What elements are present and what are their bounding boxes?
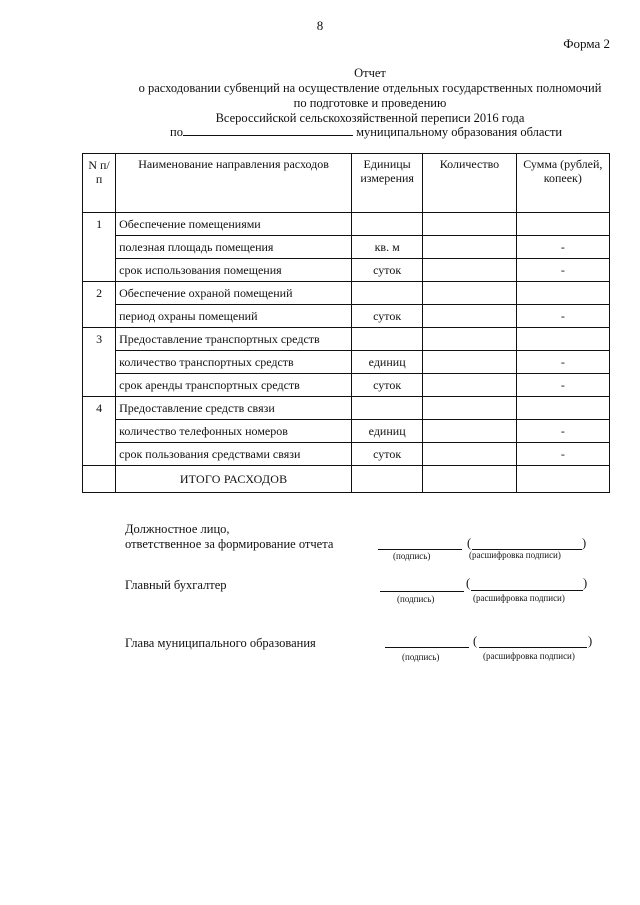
sum-cell[interactable]: - <box>516 420 609 443</box>
table-row <box>83 282 610 305</box>
row-number: 1 <box>83 213 116 282</box>
signature-caption: (подпись) <box>393 551 431 561</box>
accountant-decoding-line[interactable] <box>471 589 583 591</box>
unit-cell[interactable] <box>352 328 423 351</box>
qty-cell[interactable] <box>423 305 516 328</box>
table-row <box>83 443 610 466</box>
official-signature-line[interactable] <box>378 548 462 550</box>
qty-cell[interactable] <box>423 236 516 259</box>
table-row <box>83 351 610 374</box>
report-subtitle-2: по подготовке и проведению <box>293 96 447 110</box>
signature-caption: (подпись) <box>397 594 435 604</box>
table-header-row <box>83 154 610 213</box>
municipality-suffix: муниципальному образования области <box>356 125 563 139</box>
decoding-caption: (расшифровка подписи) <box>483 651 575 661</box>
total-sum-cell[interactable] <box>516 466 609 493</box>
qty-cell[interactable] <box>423 420 516 443</box>
group-title: Предоставление транспортных средств <box>116 328 352 351</box>
sum-cell[interactable]: - <box>516 305 609 328</box>
close-paren: ) <box>588 634 593 648</box>
table-row <box>83 259 610 282</box>
close-paren: ) <box>583 576 588 590</box>
qty-cell[interactable] <box>423 259 516 282</box>
table-row <box>83 374 610 397</box>
decoding-caption: (расшифровка подписи) <box>473 593 565 603</box>
table-row <box>83 213 610 236</box>
unit-cell: суток <box>352 443 423 466</box>
row-name: полезная площадь помещения <box>116 236 352 259</box>
group-title: Предоставление средств связи <box>116 397 352 420</box>
close-paren: ) <box>582 536 587 550</box>
accountant-label: Главный бухгалтер <box>125 578 227 592</box>
row-number: 4 <box>83 397 116 466</box>
unit-cell[interactable] <box>352 213 423 236</box>
row-name: период охраны помещений <box>116 305 352 328</box>
header-name: Наименование направления расходов <box>116 154 352 213</box>
group-title: Обеспечение помещениями <box>116 213 352 236</box>
decoding-caption: (расшифровка подписи) <box>469 550 561 560</box>
qty-cell[interactable] <box>423 374 516 397</box>
table-row <box>83 328 610 351</box>
signature-caption: (подпись) <box>402 652 440 662</box>
row-number: 3 <box>83 328 116 397</box>
header-qty: Количество <box>423 154 516 213</box>
sum-cell[interactable]: - <box>516 259 609 282</box>
row-number: 2 <box>83 282 116 328</box>
row-name: срок использования помещения <box>116 259 352 282</box>
qty-cell[interactable] <box>423 351 516 374</box>
unit-cell: кв. м <box>352 236 423 259</box>
report-subtitle-3: Всероссийской сельскохозяйственной переписи 2016 года <box>215 111 525 125</box>
sum-cell[interactable]: - <box>516 236 609 259</box>
official-label-2: ответственное за формирование отчета <box>125 537 334 551</box>
head-signature-line[interactable] <box>385 646 469 648</box>
sum-cell[interactable] <box>516 328 609 351</box>
unit-cell: суток <box>352 374 423 397</box>
unit-cell[interactable] <box>352 397 423 420</box>
qty-cell[interactable] <box>423 466 516 493</box>
row-name: количество телефонных номеров <box>116 420 352 443</box>
report-title: Отчет <box>354 66 386 80</box>
open-paren: ( <box>466 576 471 590</box>
head-label: Глава муниципального образования <box>125 636 316 650</box>
total-num-cell <box>83 466 116 493</box>
row-name: срок аренды транспортных средств <box>116 374 352 397</box>
table-row <box>83 236 610 259</box>
header-unit: Единицы измерения <box>352 154 423 213</box>
municipality-line <box>170 124 562 140</box>
table-body <box>83 213 610 493</box>
total-label: ИТОГО РАСХОДОВ <box>116 466 352 493</box>
municipality-blank[interactable] <box>183 124 353 136</box>
qty-cell[interactable] <box>423 443 516 466</box>
qty-cell[interactable] <box>423 328 516 351</box>
unit-cell: суток <box>352 305 423 328</box>
unit-cell: суток <box>352 259 423 282</box>
unit-cell[interactable] <box>352 282 423 305</box>
qty-cell[interactable] <box>423 213 516 236</box>
sum-cell[interactable] <box>516 397 609 420</box>
row-name: срок пользования средствами связи <box>116 443 352 466</box>
group-title: Обеспечение охраной помещений <box>116 282 352 305</box>
official-label-1: Должностное лицо, <box>125 522 230 536</box>
municipality-prefix: по <box>170 125 183 139</box>
page-number: 8 <box>316 18 324 33</box>
unit-cell: единиц <box>352 420 423 443</box>
open-paren: ( <box>467 536 472 550</box>
header-sum: Сумма (рублей, копеек) <box>516 154 609 213</box>
sum-cell[interactable]: - <box>516 443 609 466</box>
header-num: N п/п <box>83 154 116 213</box>
head-decoding-line[interactable] <box>479 646 587 648</box>
sum-cell[interactable]: - <box>516 351 609 374</box>
table-row <box>83 420 610 443</box>
accountant-signature-line[interactable] <box>380 590 464 592</box>
qty-cell[interactable] <box>423 397 516 420</box>
sum-cell[interactable] <box>516 213 609 236</box>
sum-cell[interactable] <box>516 282 609 305</box>
qty-cell[interactable] <box>423 282 516 305</box>
report-subtitle-1: о расходовании субвенций на осуществление отдельных государственных полномочий <box>138 81 602 95</box>
total-row <box>83 466 610 493</box>
form-label: Форма 2 <box>563 36 610 51</box>
row-name: количество транспортных средств <box>116 351 352 374</box>
sum-cell[interactable]: - <box>516 374 609 397</box>
table-row <box>83 305 610 328</box>
expenses-table <box>82 153 610 493</box>
unit-cell[interactable] <box>352 466 423 493</box>
table-row <box>83 397 610 420</box>
open-paren: ( <box>473 634 478 648</box>
unit-cell: единиц <box>352 351 423 374</box>
